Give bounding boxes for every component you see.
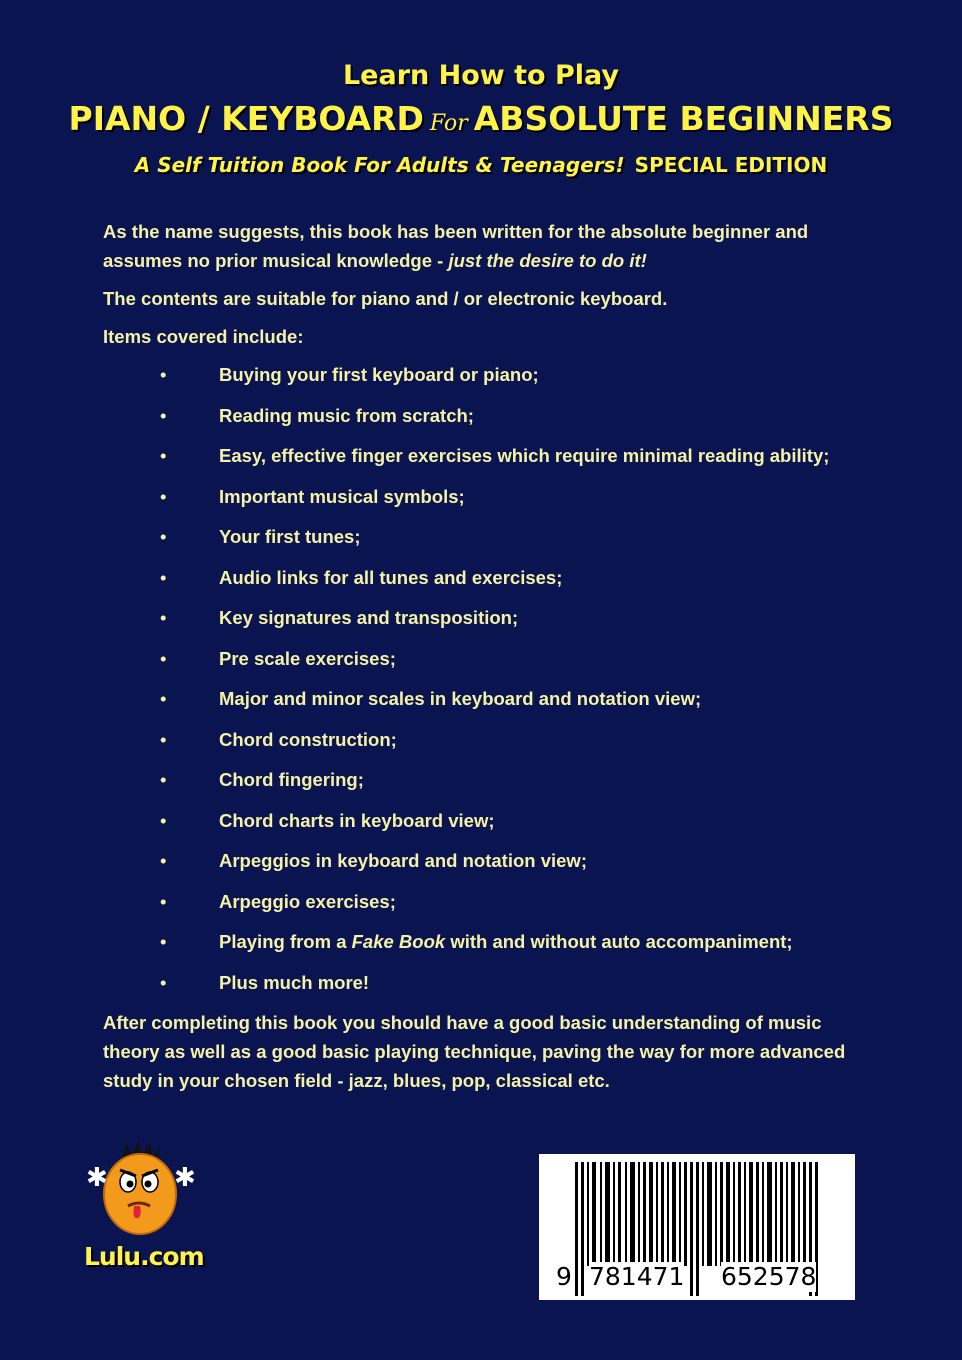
barcode-digit-first: 9 xyxy=(556,1262,572,1291)
items-heading: Items covered include: xyxy=(103,326,304,347)
list-item-fake-book xyxy=(103,927,873,956)
list-item: • Arpeggios in keyboard and notation view; xyxy=(103,846,873,875)
list-item: • Your first tunes; xyxy=(103,522,873,551)
subtitle-line xyxy=(0,147,962,183)
svg-text:✱: ✱ xyxy=(174,1163,196,1193)
list-item: • Important musical symbols; xyxy=(103,482,873,511)
special-edition-label: SPECIAL EDITION xyxy=(634,153,828,177)
list-item: • Chord fingering; xyxy=(103,765,873,794)
intro-text: As the name suggests, this book has been written for the absolute beginner and assumes no prior musical knowledge - xyxy=(103,221,809,271)
publisher-name: Lulu.com xyxy=(84,1242,204,1271)
list-item: • Plus much more! xyxy=(103,968,873,997)
list-item: • Easy, effective finger exercises which require minimal reading ability; xyxy=(103,441,873,470)
fake-book-title: Fake Book xyxy=(351,931,446,952)
subtitle-tagline: A Self Tuition Book For Adults & Teenagers! xyxy=(134,153,625,177)
items-list xyxy=(103,360,873,997)
title-for: For xyxy=(429,111,468,136)
description-body xyxy=(103,217,873,1104)
list-item: • Chord construction; xyxy=(103,725,873,754)
barcode xyxy=(539,1154,855,1300)
intro-emphasis: just the desire to do it! xyxy=(448,250,647,271)
list-item: • Pre scale exercises; xyxy=(103,644,873,673)
list-item: • Chord charts in keyboard view; xyxy=(103,806,873,835)
barcode-digits-right: 652578 xyxy=(721,1262,817,1291)
closing-paragraph: After completing this book you should have a good basic understanding of music theory as well as a good basic playing technique, paving the way for more advanced study in your chosen field - jazz, blues, pop, classical etc. xyxy=(103,1012,846,1091)
list-item: • Arpeggio exercises; xyxy=(103,887,873,916)
intro-paragraph xyxy=(103,217,873,275)
title-absolute-beginners: ABSOLUTE BEGINNERS xyxy=(473,99,894,138)
barcode-digits-left: 781471 xyxy=(589,1262,685,1291)
list-item: • Audio links for all tunes and exercises; xyxy=(103,563,873,592)
list-item: • Buying your first keyboard or piano; xyxy=(103,360,873,389)
list-item: • Reading music from scratch; xyxy=(103,401,873,430)
fake-book-before: Playing from a xyxy=(219,931,352,952)
svg-text:✱: ✱ xyxy=(86,1163,108,1193)
title-line-2 xyxy=(0,96,962,147)
contents-paragraph: The contents are suitable for piano and / or electronic keyboard. xyxy=(103,288,668,309)
title-piano-keyboard: PIANO / KEYBOARD xyxy=(68,99,424,138)
list-item: • Major and minor scales in keyboard and notation view; xyxy=(103,684,873,713)
fake-book-after: with and without auto accompaniment; xyxy=(445,931,793,952)
title-block xyxy=(0,56,962,183)
title-line-1: Learn How to Play xyxy=(342,60,620,91)
list-item: • Key signatures and transposition; xyxy=(103,603,873,632)
